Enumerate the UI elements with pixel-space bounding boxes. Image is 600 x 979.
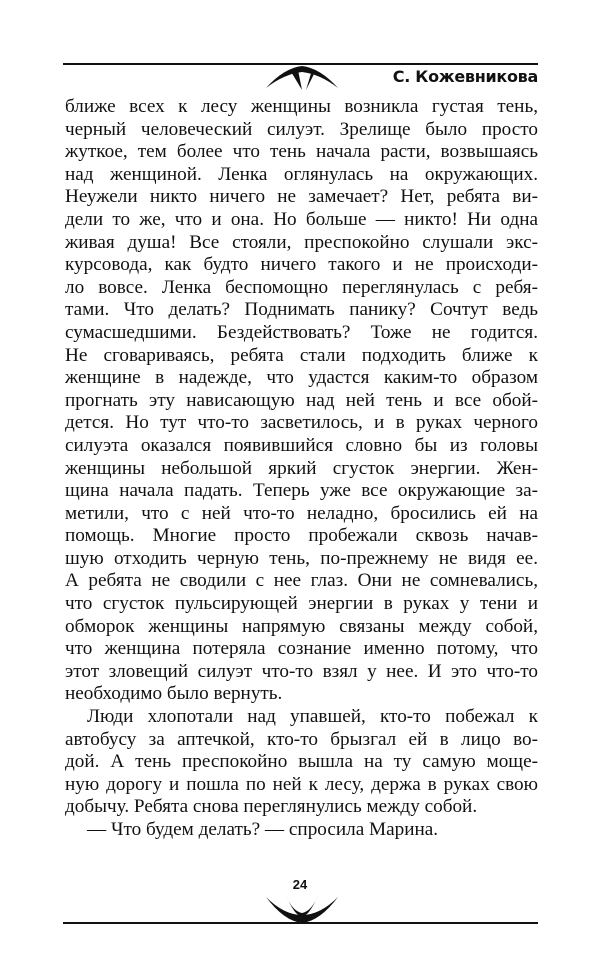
text-line: что женщина потеряла сознание именно потому, что bbox=[65, 638, 538, 660]
body-text bbox=[65, 96, 538, 842]
text-line: автобусу за аптечкой, кто-то брызгал ей в лицо во- bbox=[65, 728, 538, 750]
text-line: метили, что с ней что-то неладно, бросились ей на bbox=[65, 502, 538, 524]
ornament-bottom-icon bbox=[262, 893, 342, 923]
text-line: обморок женщины напрямую связаны между собой, bbox=[65, 615, 538, 637]
text-line: силуэта оказался появившийся словно бы из головы bbox=[65, 434, 538, 456]
text-line: сумасшедшими. Бездействовать? Тоже не годится. bbox=[65, 321, 538, 343]
text-line: жуткое, тем более что тень начала расти, возвышаясь bbox=[65, 141, 538, 163]
text-line: над женщиной. Ленка оглянулась на окружающих. bbox=[65, 163, 538, 185]
text-line: дется. Но тут что-то засветилось, и в руках черного bbox=[65, 412, 538, 434]
text-line: женщине в надежде, что удастся каким-то образом bbox=[65, 367, 538, 389]
text-line: живая душа! Все стояли, преспокойно слушали экс- bbox=[65, 231, 538, 253]
text-line: дели то же, что и она. Но больше — никто! Ни одна bbox=[65, 208, 538, 230]
text-line: ную дорогу и пошла по ней к лесу, держа в руках свою bbox=[65, 773, 538, 795]
text-line: прогнать эту нависающую над ней тень и все обой- bbox=[65, 389, 538, 411]
text-line: курсовода, как будто ничего такого и не происходи- bbox=[65, 254, 538, 276]
text-line: что сгусток пульсирующей энергии в руках у тени и bbox=[65, 593, 538, 615]
page-number: 24 bbox=[292, 877, 308, 892]
text-line: этот зловещий силуэт что-то взял у нее. И это что-то bbox=[65, 660, 538, 682]
text-line: женщины небольшой яркий сгусток энергии. Жен- bbox=[65, 457, 538, 479]
text-line: черный человеческий силуэт. Зрелище было просто bbox=[65, 118, 538, 140]
text-line: тами. Что делать? Поднимать панику? Сочтут ведь bbox=[65, 299, 538, 321]
bottom-rule bbox=[63, 922, 538, 924]
text-line: необходимо было вернуть. bbox=[65, 683, 283, 705]
text-line: шую отходить черную тень, по-прежнему не видя ее. bbox=[65, 547, 538, 569]
text-line: А ребята не сводили с нее глаз. Они не сомневались, bbox=[65, 570, 538, 592]
text-line: Не сговариваясь, ребята стали подходить ближе к bbox=[65, 344, 538, 366]
ornament-top-icon bbox=[262, 64, 342, 90]
text-line: щина начала падать. Теперь уже все окружающие за- bbox=[65, 480, 538, 502]
text-line: дой. А тень преспокойно вышла на ту самую моще- bbox=[65, 751, 538, 773]
text-line: ло вовсе. Ленка беспомощно переглянулась с ребя- bbox=[65, 276, 538, 298]
text-line: — Что будем делать? — спросила Марина. bbox=[87, 819, 439, 840]
text-line: Неужели никто ничего не замечает? Нет, ребята ви- bbox=[65, 186, 538, 208]
text-line: ближе всех к лесу женщины возникла густая тень, bbox=[65, 96, 538, 117]
text-line: помощь. Многие просто пробежали сквозь начав- bbox=[65, 525, 538, 547]
running-head-author: С. Кожевникова bbox=[392, 67, 538, 86]
text-line: добычу. Ребята снова переглянулись между собой. bbox=[65, 796, 478, 818]
text-line: Люди хлопотали над упавшей, кто-то побежал к bbox=[87, 706, 538, 728]
